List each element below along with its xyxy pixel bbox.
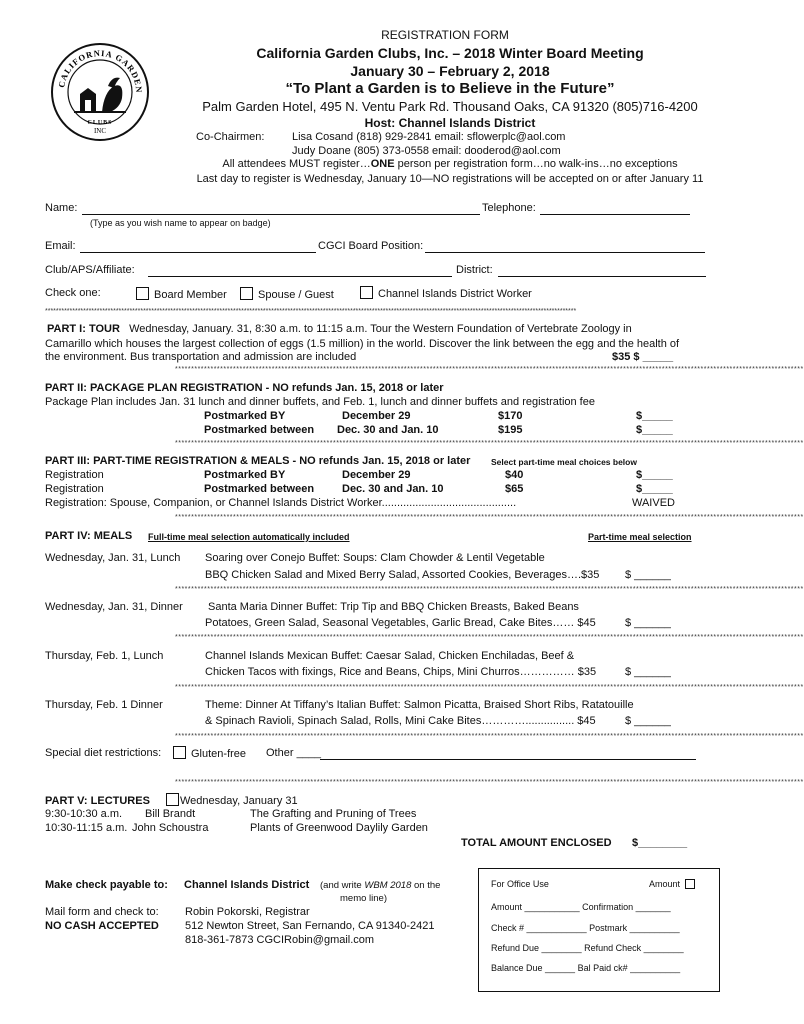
part3-row1-label: Registration bbox=[45, 469, 104, 481]
check-one-label: Check one: bbox=[45, 287, 101, 299]
district-worker-option[interactable]: Channel Islands District Worker bbox=[360, 286, 532, 300]
meal-4-amount[interactable]: $ ______ bbox=[625, 715, 671, 727]
part1-price[interactable]: $35 $ _____ bbox=[612, 351, 674, 363]
meal-2-line2: Potatoes, Green Salad, Seasonal Vegetables, Garlic Bread, Cake Bites…… $45 bbox=[205, 617, 596, 629]
divider: *************************************************************************************************************************************************************************************************** bbox=[175, 366, 804, 373]
meal-4-line1: Theme: Dinner At Tiffany’s Italian Buffet: Salmon Picatta, Braised Short Ribs, Ratatouille bbox=[205, 699, 634, 711]
mail-address-2: 512 Newton Street, San Fernando, CA 91340-2421 bbox=[185, 920, 435, 932]
part2-row2-label: Postmarked between bbox=[204, 424, 315, 436]
district-input[interactable] bbox=[498, 265, 706, 277]
part2-heading: PART II: PACKAGE PLAN REGISTRATION - NO refunds Jan. 15, 2018 or later bbox=[45, 382, 444, 394]
divider: *************************************************************************************************************************************************************************************************** bbox=[175, 514, 804, 521]
part4-heading: PART IV: MEALS bbox=[45, 530, 133, 542]
diet-label: Special diet restrictions: bbox=[45, 747, 162, 759]
host-line: Host: Channel Islands District bbox=[364, 116, 536, 130]
lecture-1-speaker: Bill Brandt bbox=[145, 808, 196, 820]
lecture-2-speaker: John Schoustra bbox=[132, 822, 209, 834]
lecture-1-title: The Grafting and Pruning of Trees bbox=[250, 808, 417, 820]
part3-row3-amount: WAIVED bbox=[632, 497, 675, 509]
payable-label: Make check payable to: bbox=[45, 879, 168, 891]
office-amount-checkbox[interactable] bbox=[685, 879, 695, 889]
district-label: District: bbox=[456, 264, 493, 276]
other-diet-input[interactable] bbox=[320, 748, 696, 760]
cochair-1: Lisa Cosand (818) 929-2841 email: sflowerplc@aol.com bbox=[292, 131, 566, 143]
part5-heading: PART V: LECTURES bbox=[45, 795, 150, 807]
divider: *************************************************************************************************************************************************************************************************** bbox=[175, 684, 804, 691]
part2-row1-label: Postmarked BY bbox=[204, 410, 286, 422]
mail-label: Mail form and check to: bbox=[45, 906, 159, 918]
event-theme: “To Plant a Garden is to Believe in the Future” bbox=[285, 80, 615, 97]
gluten-free-option[interactable]: Gluten-free bbox=[173, 746, 246, 760]
name-label: Name: bbox=[45, 202, 78, 214]
meal-3-amount[interactable]: $ ______ bbox=[625, 666, 671, 678]
svg-text:CLUBS: CLUBS bbox=[87, 120, 113, 126]
meal-4-line2: & Spinach Ravioli, Spinach Salad, Rolls, Mini Cake Bites…………................ $45 bbox=[205, 715, 596, 727]
gluten-free-checkbox[interactable] bbox=[173, 746, 186, 759]
no-cash-label: NO CASH ACCEPTED bbox=[45, 920, 159, 932]
garden-clubs-seal-logo bbox=[50, 42, 150, 142]
name-input[interactable] bbox=[82, 203, 480, 215]
part3-row2-label: Registration bbox=[45, 483, 104, 495]
lecture-2-title: Plants of Greenwood Daylily Garden bbox=[250, 822, 428, 834]
telephone-input[interactable] bbox=[540, 203, 690, 215]
meal-4-day: Thursday, Feb. 1 Dinner bbox=[45, 699, 163, 711]
deadline-notice: Last day to register is Wednesday, January 10—NO registrations will be accepted on or after January 11 bbox=[196, 173, 704, 185]
part1-line1: PART I: TOUR Wednesday, January. 31, 8:30 a.m. to 11:15 a.m. Tour the Western Foundation of Vertebrate Zoology in bbox=[47, 323, 632, 335]
divider: *************************************************************************************************************************************************************************************************** bbox=[175, 779, 804, 786]
email-input[interactable] bbox=[80, 241, 316, 253]
meal-2-line1: Santa Maria Dinner Buffet: Trip Tip and BBQ Chicken Breasts, Baked Beans bbox=[208, 601, 579, 613]
club-input[interactable] bbox=[148, 265, 452, 277]
office-amount-label: Amount bbox=[649, 879, 700, 889]
svg-text:CALIFORNIA GARDEN: CALIFORNIA GARDEN bbox=[56, 47, 145, 94]
form-title: REGISTRATION FORM bbox=[381, 28, 509, 42]
office-use-title: For Office Use bbox=[491, 879, 549, 889]
event-dates: January 30 – February 2, 2018 bbox=[350, 63, 550, 79]
office-use-box bbox=[478, 868, 720, 992]
divider: *************************************************************************************************************************************************************************************************** bbox=[175, 733, 804, 740]
board-member-checkbox[interactable] bbox=[136, 287, 149, 300]
board-position-input[interactable] bbox=[425, 241, 705, 253]
event-title: California Garden Clubs, Inc. – 2018 Winter Board Meeting bbox=[256, 45, 644, 61]
memo-note-2: memo line) bbox=[340, 893, 387, 904]
office-check-line: Check # ____________ Postmark __________ bbox=[491, 923, 680, 933]
total-amount-label: TOTAL AMOUNT ENCLOSED bbox=[461, 837, 612, 849]
board-position-label: CGCI Board Position: bbox=[318, 240, 424, 252]
part3-row2-date: Dec. 30 and Jan. 10 bbox=[342, 483, 444, 495]
part3-row1-amount[interactable]: $_____ bbox=[636, 469, 673, 481]
part3-heading: PART III: PART-TIME REGISTRATION & MEALS - NO refunds Jan. 15, 2018 or later bbox=[45, 455, 471, 467]
divider: *************************************************************************************************************************************************************************************************** bbox=[45, 308, 577, 315]
part3-select-note: Select part-time meal choices below bbox=[491, 457, 637, 467]
part3-row1-pm: Postmarked BY bbox=[204, 469, 286, 481]
lecture-1-time: 9:30-10:30 a.m. bbox=[45, 808, 123, 820]
part2-row2-date: Dec. 30 and Jan. 10 bbox=[337, 424, 439, 436]
meal-2-amount[interactable]: $ ______ bbox=[625, 617, 671, 629]
cochairmen-label: Co-Chairmen: bbox=[196, 131, 265, 143]
memo-note: (and write WBM 2018 on the bbox=[320, 880, 441, 891]
office-amount-line: Amount ___________ Confirmation _______ bbox=[491, 902, 671, 912]
venue-line: Palm Garden Hotel, 495 N. Ventu Park Rd. Thousand Oaks, CA 91320 (805)716-4200 bbox=[202, 99, 698, 114]
board-member-option[interactable]: Board Member bbox=[136, 287, 227, 301]
payable-to: Channel Islands District bbox=[184, 879, 310, 891]
meal-1-day: Wednesday, Jan. 31, Lunch bbox=[45, 552, 181, 564]
office-refund-line: Refund Due ________ Refund Check ________ bbox=[491, 943, 684, 953]
telephone-label: Telephone: bbox=[482, 202, 536, 214]
club-label: Club/APS/Affiliate: bbox=[45, 264, 135, 276]
part2-row1-amount[interactable]: $_____ bbox=[636, 410, 673, 422]
name-hint: (Type as you wish name to appear on badge) bbox=[90, 218, 271, 228]
district-worker-checkbox[interactable] bbox=[360, 286, 373, 299]
email-label: Email: bbox=[45, 240, 76, 252]
mail-address-1: Robin Pokorski, Registrar bbox=[185, 906, 310, 918]
part-time-note: Part-time meal selection bbox=[588, 532, 692, 542]
meal-1-line2: BBQ Chicken Salad and Mixed Berry Salad, Assorted Cookies, Beverages….$35 bbox=[205, 569, 600, 581]
part2-row1-price: $170 bbox=[498, 410, 523, 422]
divider: *************************************************************************************************************************************************************************************************** bbox=[175, 634, 804, 641]
part3-row2-price: $65 bbox=[505, 483, 524, 495]
part3-row3-label: Registration: Spouse, Companion, or Channel Islands District Worker............................................ bbox=[45, 497, 517, 509]
meal-3-day: Thursday, Feb. 1, Lunch bbox=[45, 650, 164, 662]
spouse-guest-checkbox[interactable] bbox=[240, 287, 253, 300]
meal-2-day: Wednesday, Jan. 31, Dinner bbox=[45, 601, 183, 613]
total-amount-input[interactable]: $________ bbox=[632, 837, 688, 849]
part3-row2-amount[interactable]: $_____ bbox=[636, 483, 673, 495]
full-time-note: Full-time meal selection automatically included bbox=[148, 532, 350, 542]
part3-row1-price: $40 bbox=[505, 469, 524, 481]
part2-row2-amount[interactable]: $_____ bbox=[636, 424, 673, 436]
lecture-day-option[interactable]: Wednesday, January 31 bbox=[166, 793, 298, 807]
part2-row2-price: $195 bbox=[498, 424, 523, 436]
meal-3-line1: Channel Islands Mexican Buffet: Caesar Salad, Chicken Enchiladas, Beef & bbox=[205, 650, 575, 662]
part1-line2: Camarillo which houses the largest collection of eggs (1.5 million) in the world. Discover the link between the egg and the health of bbox=[45, 338, 680, 350]
part3-row2-pm: Postmarked between bbox=[204, 483, 315, 495]
part2-desc: Package Plan includes Jan. 31 lunch and dinner buffets, and Feb. 1, lunch and dinner buffets and registration fee bbox=[45, 396, 595, 408]
other-diet-label: Other ____ bbox=[266, 747, 322, 759]
office-balance-line: Balance Due ______ Bal Paid ck# __________ bbox=[491, 963, 681, 973]
mail-address-3: 818-361-7873 CGCIRobin@gmail.com bbox=[185, 934, 375, 946]
part3-row1-date: December 29 bbox=[342, 469, 411, 481]
spouse-guest-option[interactable]: Spouse / Guest bbox=[240, 287, 334, 301]
meal-1-amount[interactable]: $ ______ bbox=[625, 569, 671, 581]
part2-row1-date: December 29 bbox=[342, 410, 411, 422]
attendee-notice: All attendees MUST register…ONE person per registration form…no walk-ins…no exceptions bbox=[222, 158, 678, 170]
divider: *************************************************************************************************************************************************************************************************** bbox=[175, 586, 804, 593]
meal-1-line1: Soaring over Conejo Buffet: Soups: Clam Chowder & Lentil Vegetable bbox=[205, 552, 545, 564]
part1-line3: the environment. Bus transportation and admission are included bbox=[45, 351, 357, 363]
lecture-day-checkbox[interactable] bbox=[166, 793, 179, 806]
divider: *************************************************************************************************************************************************************************************************** bbox=[175, 440, 804, 447]
lecture-2-time: 10:30-11:15 a.m. bbox=[45, 822, 128, 834]
svg-text:INC: INC bbox=[93, 127, 107, 135]
cochair-2: Judy Doane (805) 373-0558 email: dooderod@aol.com bbox=[292, 145, 561, 157]
meal-3-line2: Chicken Tacos with fixings, Rice and Beans, Chips, Mini Churros…………… $35 bbox=[205, 666, 597, 678]
